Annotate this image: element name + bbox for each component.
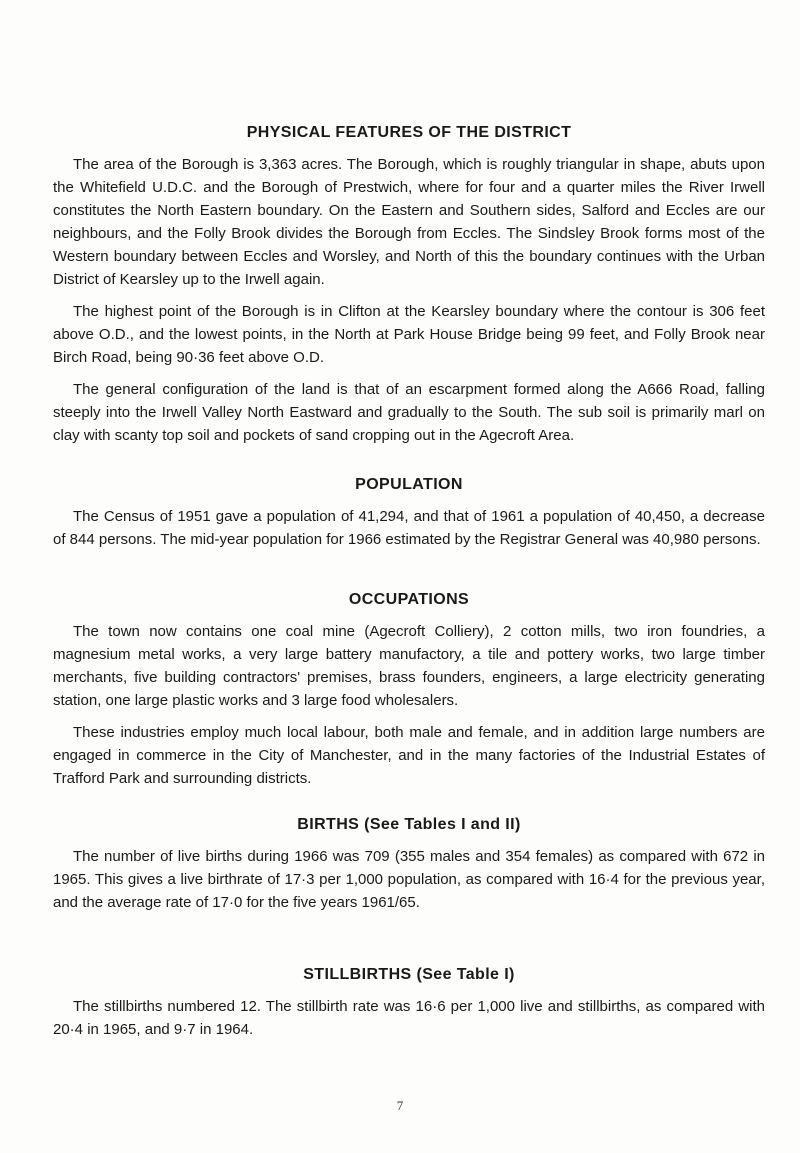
paragraph: The town now contains one coal mine (Agecroft Colliery), 2 cotton mills, two iron foundries, a magnesium metal works, a very large battery manufactory, a tile and pottery works, two large timber merchants, five building contractors' premises, brass founders, engineers, a large electricity generating station, one large plastic works and 3 large food wholesalers.: [53, 623, 765, 709]
page-number: 7: [396, 1098, 404, 1113]
heading-title: BIRTHS: [297, 816, 360, 833]
paragraph: The area of the Borough is 3,363 acres. The Borough, which is roughly triangular in shape, abuts upon the Whitefield U.D.C. and the Borough of Prestwich, where for four and a quarter miles the River Irwell constitutes the North Eastern boundary. On the Eastern and Southern sides, Salford and Eccles are our neighbours, and the Folly Brook divides the Borough from Eccles. The Sindsley Brook forms most of the Western boundary between Eccles and Worsley, and North of this the boundary continues with the Urban District of Kearsley up to the Irwell again.: [53, 156, 765, 288]
section-heading: PHYSICAL FEATURES OF THE DISTRICT: [246, 124, 572, 141]
section-heading: POPULATION: [355, 476, 463, 493]
heading-title: STILLBIRTHS: [303, 966, 412, 983]
paragraph: The stillbirths numbered 12. The stillbirth rate was 16·6 per 1,000 live and stillbirths, as compared with 20·4 in 1965, and 9·7 in 1964.: [53, 998, 765, 1038]
paragraph: The highest point of the Borough is in Clifton at the Kearsley boundary where the contour is 306 feet above O.D., and the lowest points, in the North at Park House Bridge being 99 feet, and Folly Brook near Birch Road, being 90·36 feet above O.D.: [53, 303, 765, 366]
section-occupations: [53, 591, 765, 790]
paragraph: These industries employ much local labour, both male and female, and in addition large numbers are engaged in commerce in the City of Manchester, and in the many factories of the Industrial Estates of Trafford Park and surrounding districts.: [53, 724, 765, 787]
section-births: [53, 816, 765, 914]
heading-note: (See Table I): [416, 966, 515, 983]
section-heading: [53, 966, 765, 984]
section-population: [53, 476, 765, 551]
section-stillbirths: [53, 966, 765, 1041]
paragraph: The Census of 1951 gave a population of 41,294, and that of 1961 a population of 40,450, a decrease of 844 persons. The mid-year population for 1966 estimated by the Registrar General was 40,980 persons.: [53, 508, 765, 548]
section-heading: OCCUPATIONS: [348, 591, 470, 608]
section-heading: [53, 816, 765, 834]
heading-note: (See Tables I and II): [364, 816, 521, 833]
paragraph: The general configuration of the land is that of an escarpment formed along the A666 Road, falling steeply into the Irwell Valley North Eastward and gradually to the South. The sub soil is primarily marl on clay with scanty top soil and pockets of sand cropping out in the Agecroft Area.: [53, 381, 765, 444]
section-physical-features: [53, 124, 765, 447]
paragraph: The number of live births during 1966 was 709 (355 males and 354 females) as compared with 672 in 1965. This gives a live birthrate of 17·3 per 1,000 population, as compared with 16·4 for the previous year, and the average rate of 17·0 for the five years 1961/65.: [53, 848, 765, 911]
